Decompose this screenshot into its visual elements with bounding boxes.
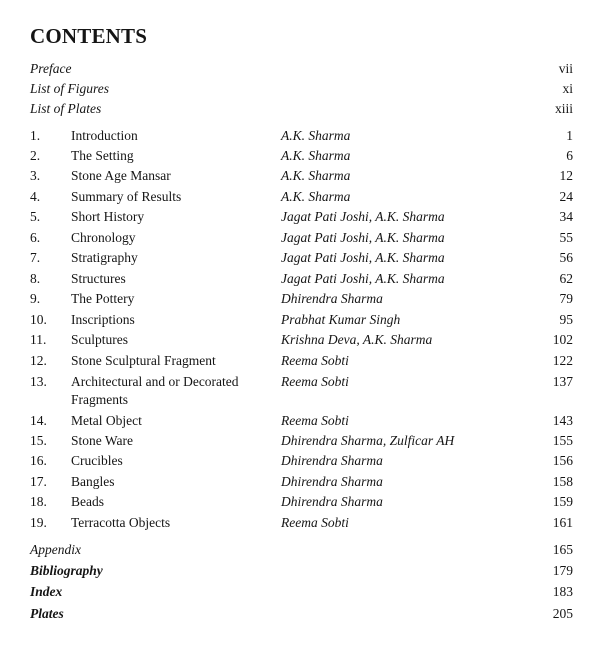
chapter-author: Reema Sobti bbox=[281, 374, 349, 389]
page-number: 55 bbox=[559, 230, 573, 245]
page-number: xi bbox=[562, 81, 573, 96]
chapter-number: 6. bbox=[30, 230, 41, 245]
chapter-title: Chronology bbox=[71, 230, 136, 245]
entry-label: Preface bbox=[30, 61, 72, 76]
entry-label: Appendix bbox=[30, 542, 81, 557]
page-number: 79 bbox=[559, 291, 573, 306]
chapter-number: 2. bbox=[30, 148, 41, 163]
chapter-author: Dhirendra Sharma bbox=[281, 474, 383, 489]
chapter-author: Krishna Deva, A.K. Sharma bbox=[281, 332, 433, 347]
page-number: 179 bbox=[552, 563, 573, 578]
page-number: 12 bbox=[559, 168, 573, 183]
chapter-author: A.K. Sharma bbox=[281, 148, 351, 163]
chapter-author: Jagat Pati Joshi, A.K. Sharma bbox=[281, 230, 445, 245]
entry-label: Plates bbox=[30, 606, 64, 621]
page-number: 143 bbox=[552, 413, 573, 428]
chapter-number: 1. bbox=[30, 128, 41, 143]
chapter-title: Stone Age Mansar bbox=[71, 168, 171, 183]
page-number: 165 bbox=[552, 542, 573, 557]
chapter-author: Reema Sobti bbox=[281, 353, 349, 368]
page-number: 56 bbox=[559, 250, 573, 265]
chapter-author: Jagat Pati Joshi, A.K. Sharma bbox=[281, 250, 445, 265]
chapter-title: Bangles bbox=[71, 474, 115, 489]
chapter-number: 3. bbox=[30, 168, 41, 183]
chapter-title: The Pottery bbox=[71, 291, 135, 306]
chapter-number: 4. bbox=[30, 189, 41, 204]
page-number: 183 bbox=[552, 584, 573, 599]
chapter-title: Metal Object bbox=[71, 413, 142, 428]
chapter-title: Introduction bbox=[71, 128, 138, 143]
chapter-title: Crucibles bbox=[71, 453, 123, 468]
chapter-number: 17. bbox=[30, 474, 47, 489]
entry-label: List of Figures bbox=[30, 81, 110, 96]
page-number: 205 bbox=[552, 606, 573, 621]
page-number: 161 bbox=[552, 515, 573, 530]
page-number: 155 bbox=[552, 433, 573, 448]
chapter-title: Structures bbox=[71, 271, 126, 286]
page-number: 24 bbox=[559, 189, 573, 204]
chapter-title-continuation: Fragments bbox=[71, 392, 128, 407]
chapter-number: 13. bbox=[30, 374, 47, 389]
chapter-title: Summary of Results bbox=[71, 189, 182, 204]
chapter-title: Architectural and or Decorated bbox=[71, 374, 239, 389]
chapter-number: 8. bbox=[30, 271, 41, 286]
chapter-title: Terracotta Objects bbox=[71, 515, 171, 530]
chapter-title: The Setting bbox=[71, 148, 134, 163]
chapter-author: Reema Sobti bbox=[281, 413, 349, 428]
page-number: 95 bbox=[559, 312, 573, 327]
chapter-author: A.K. Sharma bbox=[281, 168, 351, 183]
chapter-title: Stratigraphy bbox=[71, 250, 138, 265]
chapter-title: Stone Sculptural Fragment bbox=[71, 353, 216, 368]
entry-label: Bibliography bbox=[30, 563, 103, 578]
chapter-number: 19. bbox=[30, 515, 47, 530]
page-number: 158 bbox=[552, 474, 573, 489]
chapter-author: A.K. Sharma bbox=[281, 128, 351, 143]
chapter-title: Short History bbox=[71, 209, 145, 224]
page-number: 122 bbox=[552, 353, 573, 368]
entry-label: List of Plates bbox=[30, 101, 102, 116]
chapter-author: Dhirendra Sharma bbox=[281, 453, 383, 468]
page-number: xiii bbox=[554, 101, 573, 116]
page-number: 62 bbox=[559, 271, 573, 286]
chapter-author: Dhirendra Sharma, Zulficar AH bbox=[281, 433, 455, 448]
page-title: CONTENTS bbox=[30, 24, 148, 48]
chapter-author: Dhirendra Sharma bbox=[281, 291, 383, 306]
chapter-number: 12. bbox=[30, 353, 47, 368]
chapter-author: A.K. Sharma bbox=[281, 189, 351, 204]
chapter-author: Dhirendra Sharma bbox=[281, 494, 383, 509]
page-number: 159 bbox=[552, 494, 573, 509]
chapter-title: Inscriptions bbox=[71, 312, 135, 327]
chapter-title: Stone Ware bbox=[71, 433, 134, 448]
page-number: 34 bbox=[559, 209, 573, 224]
chapter-number: 18. bbox=[30, 494, 47, 509]
chapter-number: 9. bbox=[30, 291, 41, 306]
chapter-number: 15. bbox=[30, 433, 47, 448]
chapter-number: 10. bbox=[30, 312, 47, 327]
page-number: vii bbox=[558, 61, 573, 76]
chapter-number: 14. bbox=[30, 413, 47, 428]
page-number: 6 bbox=[566, 148, 573, 163]
chapter-author: Jagat Pati Joshi, A.K. Sharma bbox=[281, 271, 445, 286]
chapter-number: 16. bbox=[30, 453, 47, 468]
chapter-author: Prabhat Kumar Singh bbox=[281, 312, 401, 327]
entry-label: Index bbox=[30, 584, 63, 599]
chapter-number: 5. bbox=[30, 209, 41, 224]
chapter-author: Jagat Pati Joshi, A.K. Sharma bbox=[281, 209, 445, 224]
chapter-author: Reema Sobti bbox=[281, 515, 349, 530]
chapter-title: Sculptures bbox=[71, 332, 128, 347]
chapter-number: 11. bbox=[30, 332, 47, 347]
chapter-title: Beads bbox=[71, 494, 104, 509]
page-number: 137 bbox=[552, 374, 573, 389]
page-number: 156 bbox=[552, 453, 573, 468]
chapter-number: 7. bbox=[30, 250, 41, 265]
page-number: 1 bbox=[566, 128, 573, 143]
page-number: 102 bbox=[552, 332, 573, 347]
